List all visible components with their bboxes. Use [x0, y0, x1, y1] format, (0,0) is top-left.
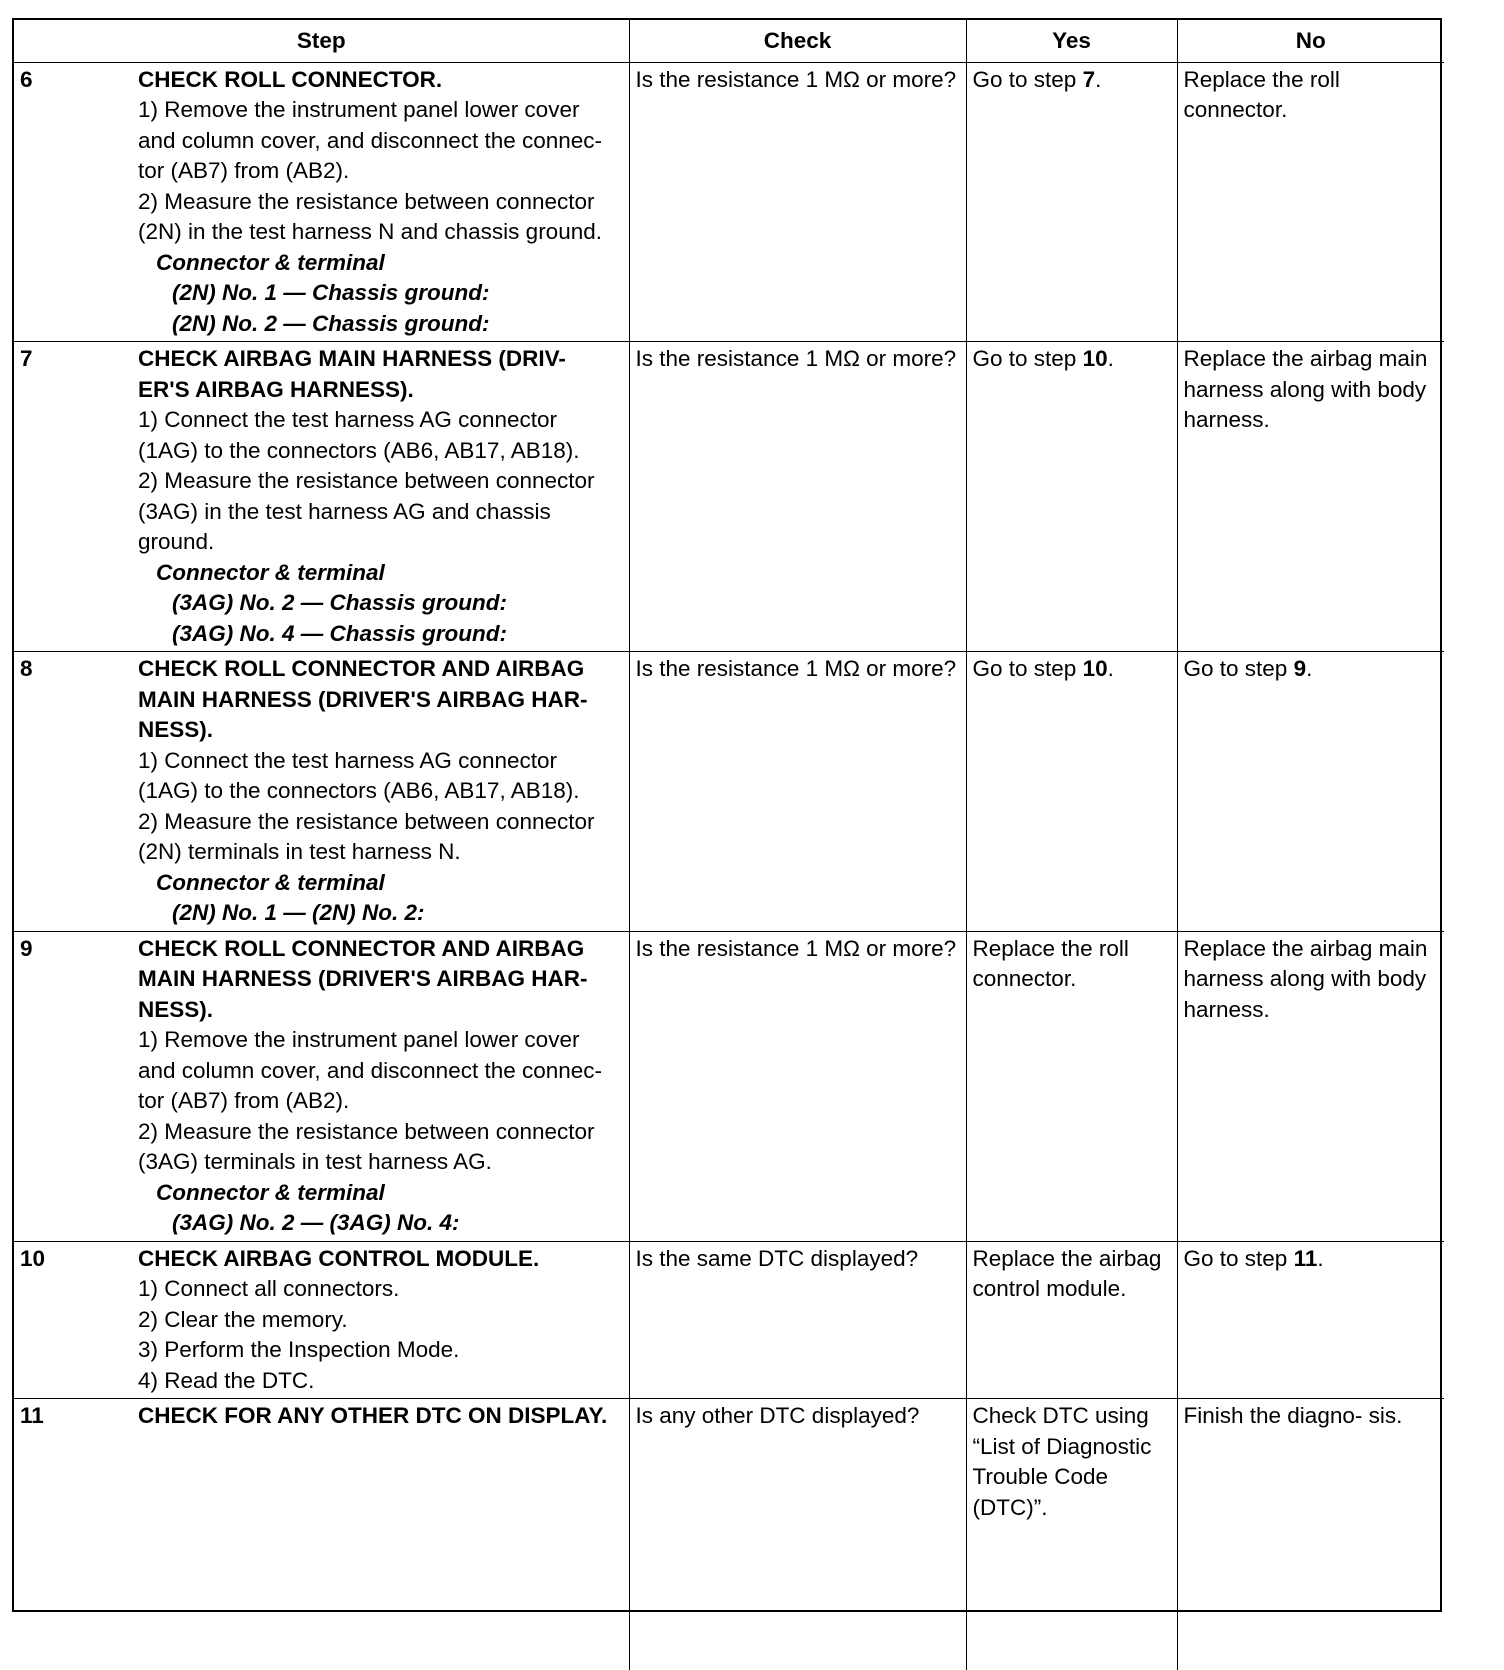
no-cell [1177, 1241, 1444, 1399]
step-cell [14, 931, 629, 1241]
procedure-line: 2) Measure the resistance between connector [138, 808, 595, 834]
header-step: Step [14, 20, 629, 62]
step-ref: 10 [1082, 346, 1108, 371]
table-row [14, 652, 1444, 932]
check-cell: Is the resistance 1 MΩ or more? [629, 62, 966, 342]
outcome-text: Go to step [1183, 656, 1294, 681]
outcome-text: Finish the diagno- sis. [1183, 1403, 1403, 1428]
outcome-suffix: . [1306, 656, 1313, 681]
step-ref: 11 [1293, 1245, 1318, 1271]
connector-terminal-heading: Connector & terminal [156, 559, 385, 585]
no-cell [1177, 931, 1444, 1241]
procedure-line: (3AG) terminals in test harness AG. [138, 1149, 492, 1174]
step-title: CHECK AIRBAG CONTROL MODULE. [138, 1245, 540, 1271]
outcome-text: Replace the airbag main harness along with body harness. [1183, 935, 1428, 1022]
procedure-line: 1) Connect the test harness AG connector [138, 747, 557, 773]
step-content [138, 65, 623, 340]
diagnostic-table [14, 20, 1444, 1670]
procedure-line: 4) Read the DTC. [138, 1367, 315, 1393]
step-grid [20, 1401, 623, 1432]
procedure-line: (2N) in the test harness N and chassis ground. [138, 219, 602, 244]
outcome-text: Replace the roll connector. [972, 935, 1129, 991]
step-title: CHECK ROLL CONNECTOR. [138, 66, 443, 92]
step-ref: 9 [1293, 656, 1307, 681]
outcome-suffix: . [1317, 1245, 1324, 1271]
check-cell: Is any other DTC displayed? [629, 1399, 966, 1670]
procedure-line: 1) Remove the instrument panel lower cover [138, 1027, 580, 1052]
step-number: 10 [20, 1245, 46, 1271]
outcome-suffix: . [1107, 656, 1114, 681]
procedure-line: 2) Measure the resistance between connector [138, 188, 595, 214]
step-grid [20, 934, 623, 1239]
step-cell [14, 1241, 629, 1399]
connector-terminal-spec: (2N) No. 2 — Chassis ground: [172, 310, 490, 336]
connector-terminal-heading: Connector & terminal [156, 869, 385, 895]
outcome-text: Replace the airbag main harness along with body harness. [1183, 346, 1428, 432]
step-cell [14, 652, 629, 932]
no-cell [1177, 342, 1444, 652]
step-content [138, 344, 623, 649]
yes-cell [966, 1241, 1177, 1399]
step-content [138, 934, 623, 1239]
check-cell: Is the resistance 1 MΩ or more? [629, 652, 966, 932]
header-check: Check [629, 20, 966, 62]
step-content [138, 1244, 623, 1397]
procedure-line: 2) Measure the resistance between connector [138, 1118, 595, 1144]
table-row [14, 342, 1444, 652]
procedure-line: 2) Clear the memory. [138, 1306, 348, 1332]
step-title: CHECK AIRBAG MAIN HARNESS (DRIV- ER'S AIRBAG HARNESS). [138, 346, 566, 402]
step-grid [20, 344, 623, 649]
connector-terminal-heading: Connector & terminal [156, 249, 385, 275]
table-row [14, 1399, 1444, 1670]
connector-terminal-spec: (3AG) No. 2 — (3AG) No. 4: [172, 1210, 460, 1235]
header-row [14, 20, 1444, 62]
procedure-line: and column cover, and disconnect the connec- [138, 1057, 603, 1083]
step-content [138, 1401, 623, 1432]
step-number: 11 [20, 1403, 44, 1428]
procedure-line: ground. [138, 529, 215, 554]
step-number: 9 [20, 935, 33, 961]
step-cell [14, 62, 629, 342]
yes-cell [966, 1399, 1177, 1670]
table-row [14, 1241, 1444, 1399]
outcome-text: Go to step [1183, 1245, 1294, 1271]
yes-cell [966, 62, 1177, 342]
step-number: 8 [20, 656, 33, 681]
step-grid [20, 1244, 623, 1397]
procedure-line: tor (AB7) from (AB2). [138, 158, 350, 183]
outcome-text: Replace the airbag control module. [972, 1245, 1162, 1301]
procedure-line: 1) Connect all connectors. [138, 1276, 400, 1301]
header-no: No [1177, 20, 1444, 62]
yes-cell [966, 652, 1177, 932]
step-title: CHECK ROLL CONNECTOR AND AIRBAG MAIN HARNESS (DRIVER'S AIRBAG HAR- NESS). [138, 656, 588, 742]
procedure-line: 2) Measure the resistance between connector [138, 468, 595, 493]
yes-cell [966, 342, 1177, 652]
procedure-line: (1AG) to the connectors (AB6, AB17, AB18). [138, 437, 580, 463]
procedure-line: 3) Perform the Inspection Mode. [138, 1337, 460, 1362]
procedure-line: and column cover, and disconnect the connec- [138, 127, 603, 153]
outcome-text: Go to step [972, 656, 1083, 681]
step-grid [20, 654, 623, 929]
outcome-text: Replace the roll connector. [1183, 66, 1340, 122]
check-cell: Is the same DTC displayed? [629, 1241, 966, 1399]
no-cell [1177, 62, 1444, 342]
connector-terminal-spec: (2N) No. 1 — Chassis ground: [172, 280, 490, 305]
check-cell: Is the resistance 1 MΩ or more? [629, 931, 966, 1241]
connector-terminal-spec: (2N) No. 1 — (2N) No. 2: [172, 900, 425, 925]
step-cell [14, 342, 629, 652]
outcome-text: Go to step [972, 346, 1083, 371]
outcome-suffix: . [1107, 346, 1114, 371]
outcome-text: Go to step [972, 66, 1083, 92]
step-content [138, 654, 623, 929]
table-row [14, 62, 1444, 342]
connector-terminal-heading: Connector & terminal [156, 1179, 385, 1205]
outcome-text: Check DTC using “List of Diagnostic Trouble Code (DTC)”. [972, 1403, 1152, 1520]
step-cell [14, 1399, 629, 1670]
step-number: 7 [20, 346, 33, 371]
table-row [14, 931, 1444, 1241]
connector-terminal-spec: (3AG) No. 2 — Chassis ground: [172, 590, 508, 615]
procedure-line: tor (AB7) from (AB2). [138, 1088, 350, 1113]
check-cell: Is the resistance 1 MΩ or more? [629, 342, 966, 652]
connector-terminal-spec: (3AG) No. 4 — Chassis ground: [172, 620, 508, 646]
step-number: 6 [20, 66, 33, 92]
no-cell [1177, 652, 1444, 932]
yes-cell [966, 931, 1177, 1241]
header-yes: Yes [966, 20, 1177, 62]
step-grid [20, 65, 623, 340]
procedure-line: (2N) terminals in test harness N. [138, 839, 461, 864]
step-title: CHECK FOR ANY OTHER DTC ON DISPLAY. [138, 1403, 608, 1428]
step-ref: 10 [1082, 656, 1108, 681]
diagnostic-table-frame [12, 18, 1442, 1612]
procedure-line: 1) Connect the test harness AG connector [138, 407, 557, 432]
step-title: CHECK ROLL CONNECTOR AND AIRBAG MAIN HARNESS (DRIVER'S AIRBAG HAR- NESS). [138, 935, 588, 1022]
procedure-line: (1AG) to the connectors (AB6, AB17, AB18). [138, 778, 580, 803]
procedure-line: (3AG) in the test harness AG and chassis [138, 498, 551, 524]
step-ref: 7 [1082, 66, 1096, 92]
no-cell [1177, 1399, 1444, 1670]
outcome-suffix: . [1095, 66, 1102, 92]
procedure-line: 1) Remove the instrument panel lower cover [138, 97, 580, 122]
